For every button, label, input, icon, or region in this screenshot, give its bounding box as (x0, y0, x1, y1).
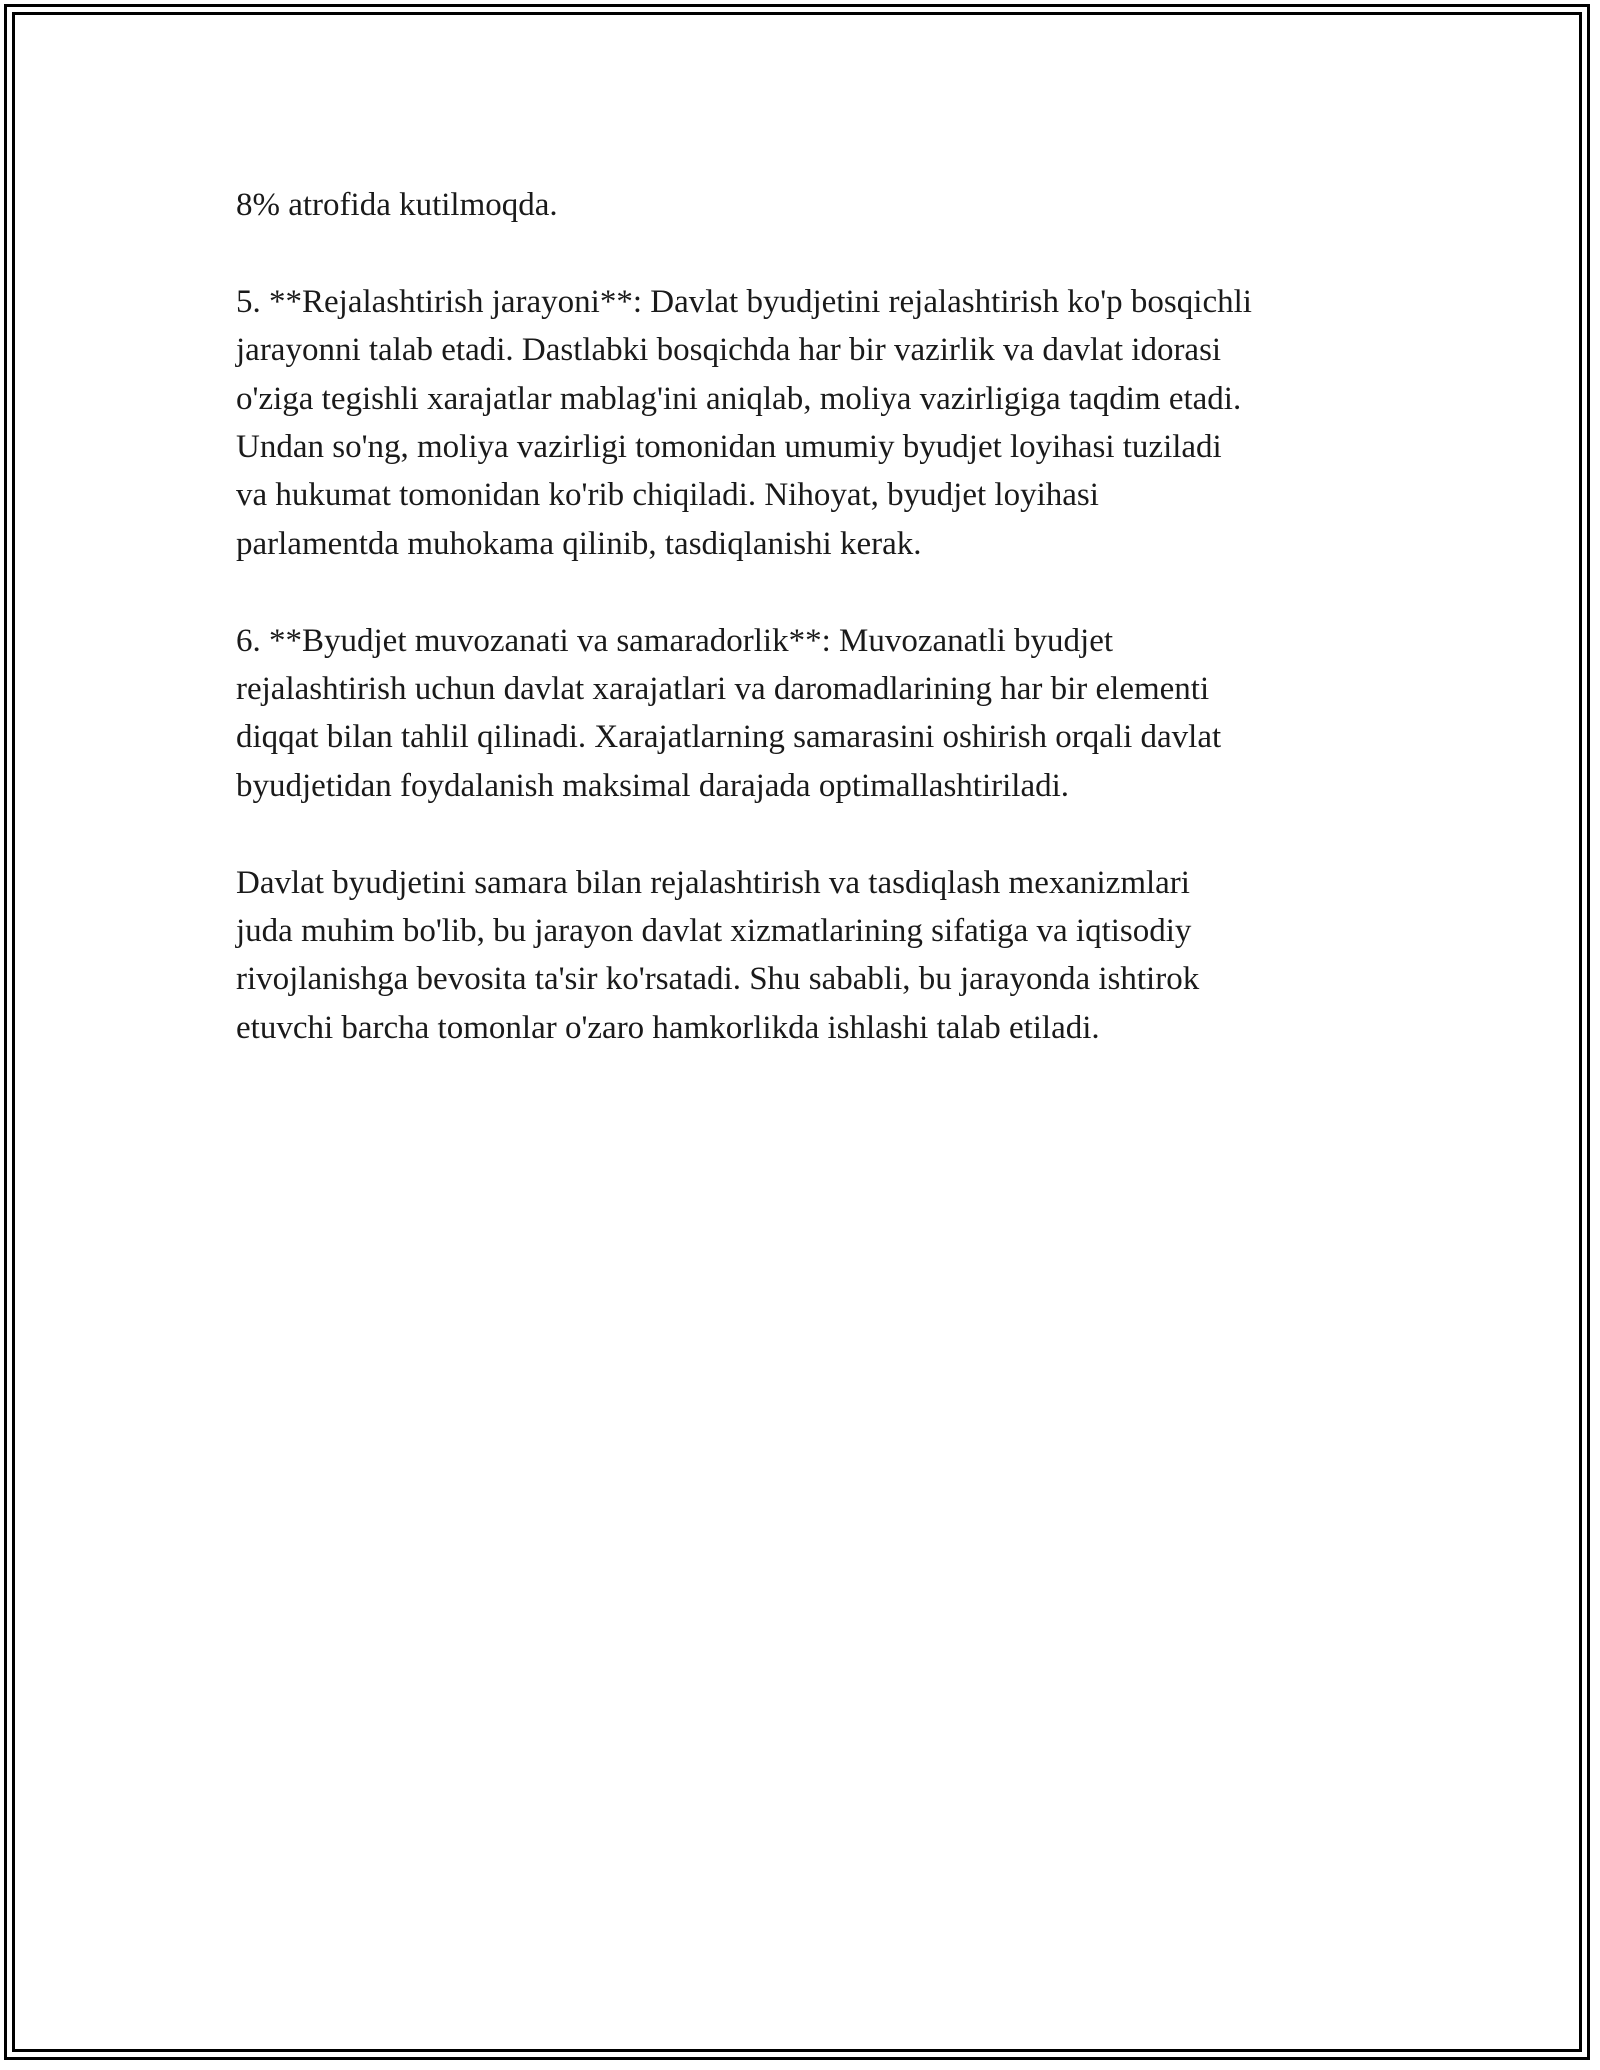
document-body (236, 181, 1386, 1052)
text-line: parlamentda muhokama qilinib, tasdiqlanishi kerak. (236, 525, 922, 562)
paragraph-gap (236, 810, 1386, 858)
text-line: juda muhim bo'lib, bu jarayon davlat xizmatlarining sifatiga va iqtisodiy (236, 913, 1192, 950)
text-line: jarayonni talab etadi. Dastlabki bosqichda har bir vazirlik va davlat idorasi (236, 332, 1222, 369)
paragraph-conclusion (236, 859, 1386, 1053)
text-line: o'ziga tegishli xarajatlar mablag'ini aniqlab, moliya vazirligiga taqdim etadi. (236, 380, 1242, 417)
paragraph-gap (236, 229, 1386, 277)
paragraph-continuation (236, 181, 1386, 229)
text-line: etuvchi barcha tomonlar o'zaro hamkorlikda ishlashi talab etiladi. (236, 1009, 1100, 1046)
text-line: byudjetidan foydalanish maksimal darajada optimallashtiriladi. (236, 767, 1070, 804)
text-line: Davlat byudjetini samara bilan rejalashtirish va tasdiqlash mexanizmlari (236, 864, 1190, 901)
text-line: Undan so'ng, moliya vazirligi tomonidan umumiy byudjet loyihasi tuziladi (236, 429, 1222, 466)
text-line: rivojlanishga bevosita ta'sir ko'rsatadi. Shu sababli, bu jarayonda ishtirok (236, 961, 1200, 998)
paragraph-item-5 (236, 278, 1386, 568)
paragraph-item-6 (236, 617, 1386, 811)
text-line: 6. **Byudjet muvozanati va samaradorlik**: Muvozanatli byudjet (236, 622, 1114, 659)
text-line: rejalashtirish uchun davlat xarajatlari va daromadlarining har bir elementi (236, 671, 1210, 708)
text-line: va hukumat tomonidan ko'rib chiqiladi. Nihoyat, byudjet loyihasi (236, 477, 1099, 514)
text-line: diqqat bilan tahlil qilinadi. Xarajatlarning samarasini oshirish orqali davlat (236, 719, 1222, 756)
text-line: 5. **Rejalashtirish jarayoni**: Davlat byudjetini rejalashtirish ko'p bosqichli (236, 283, 1252, 320)
paragraph-gap (236, 568, 1386, 616)
text-line: 8% atrofida kutilmoqda. (236, 187, 558, 223)
